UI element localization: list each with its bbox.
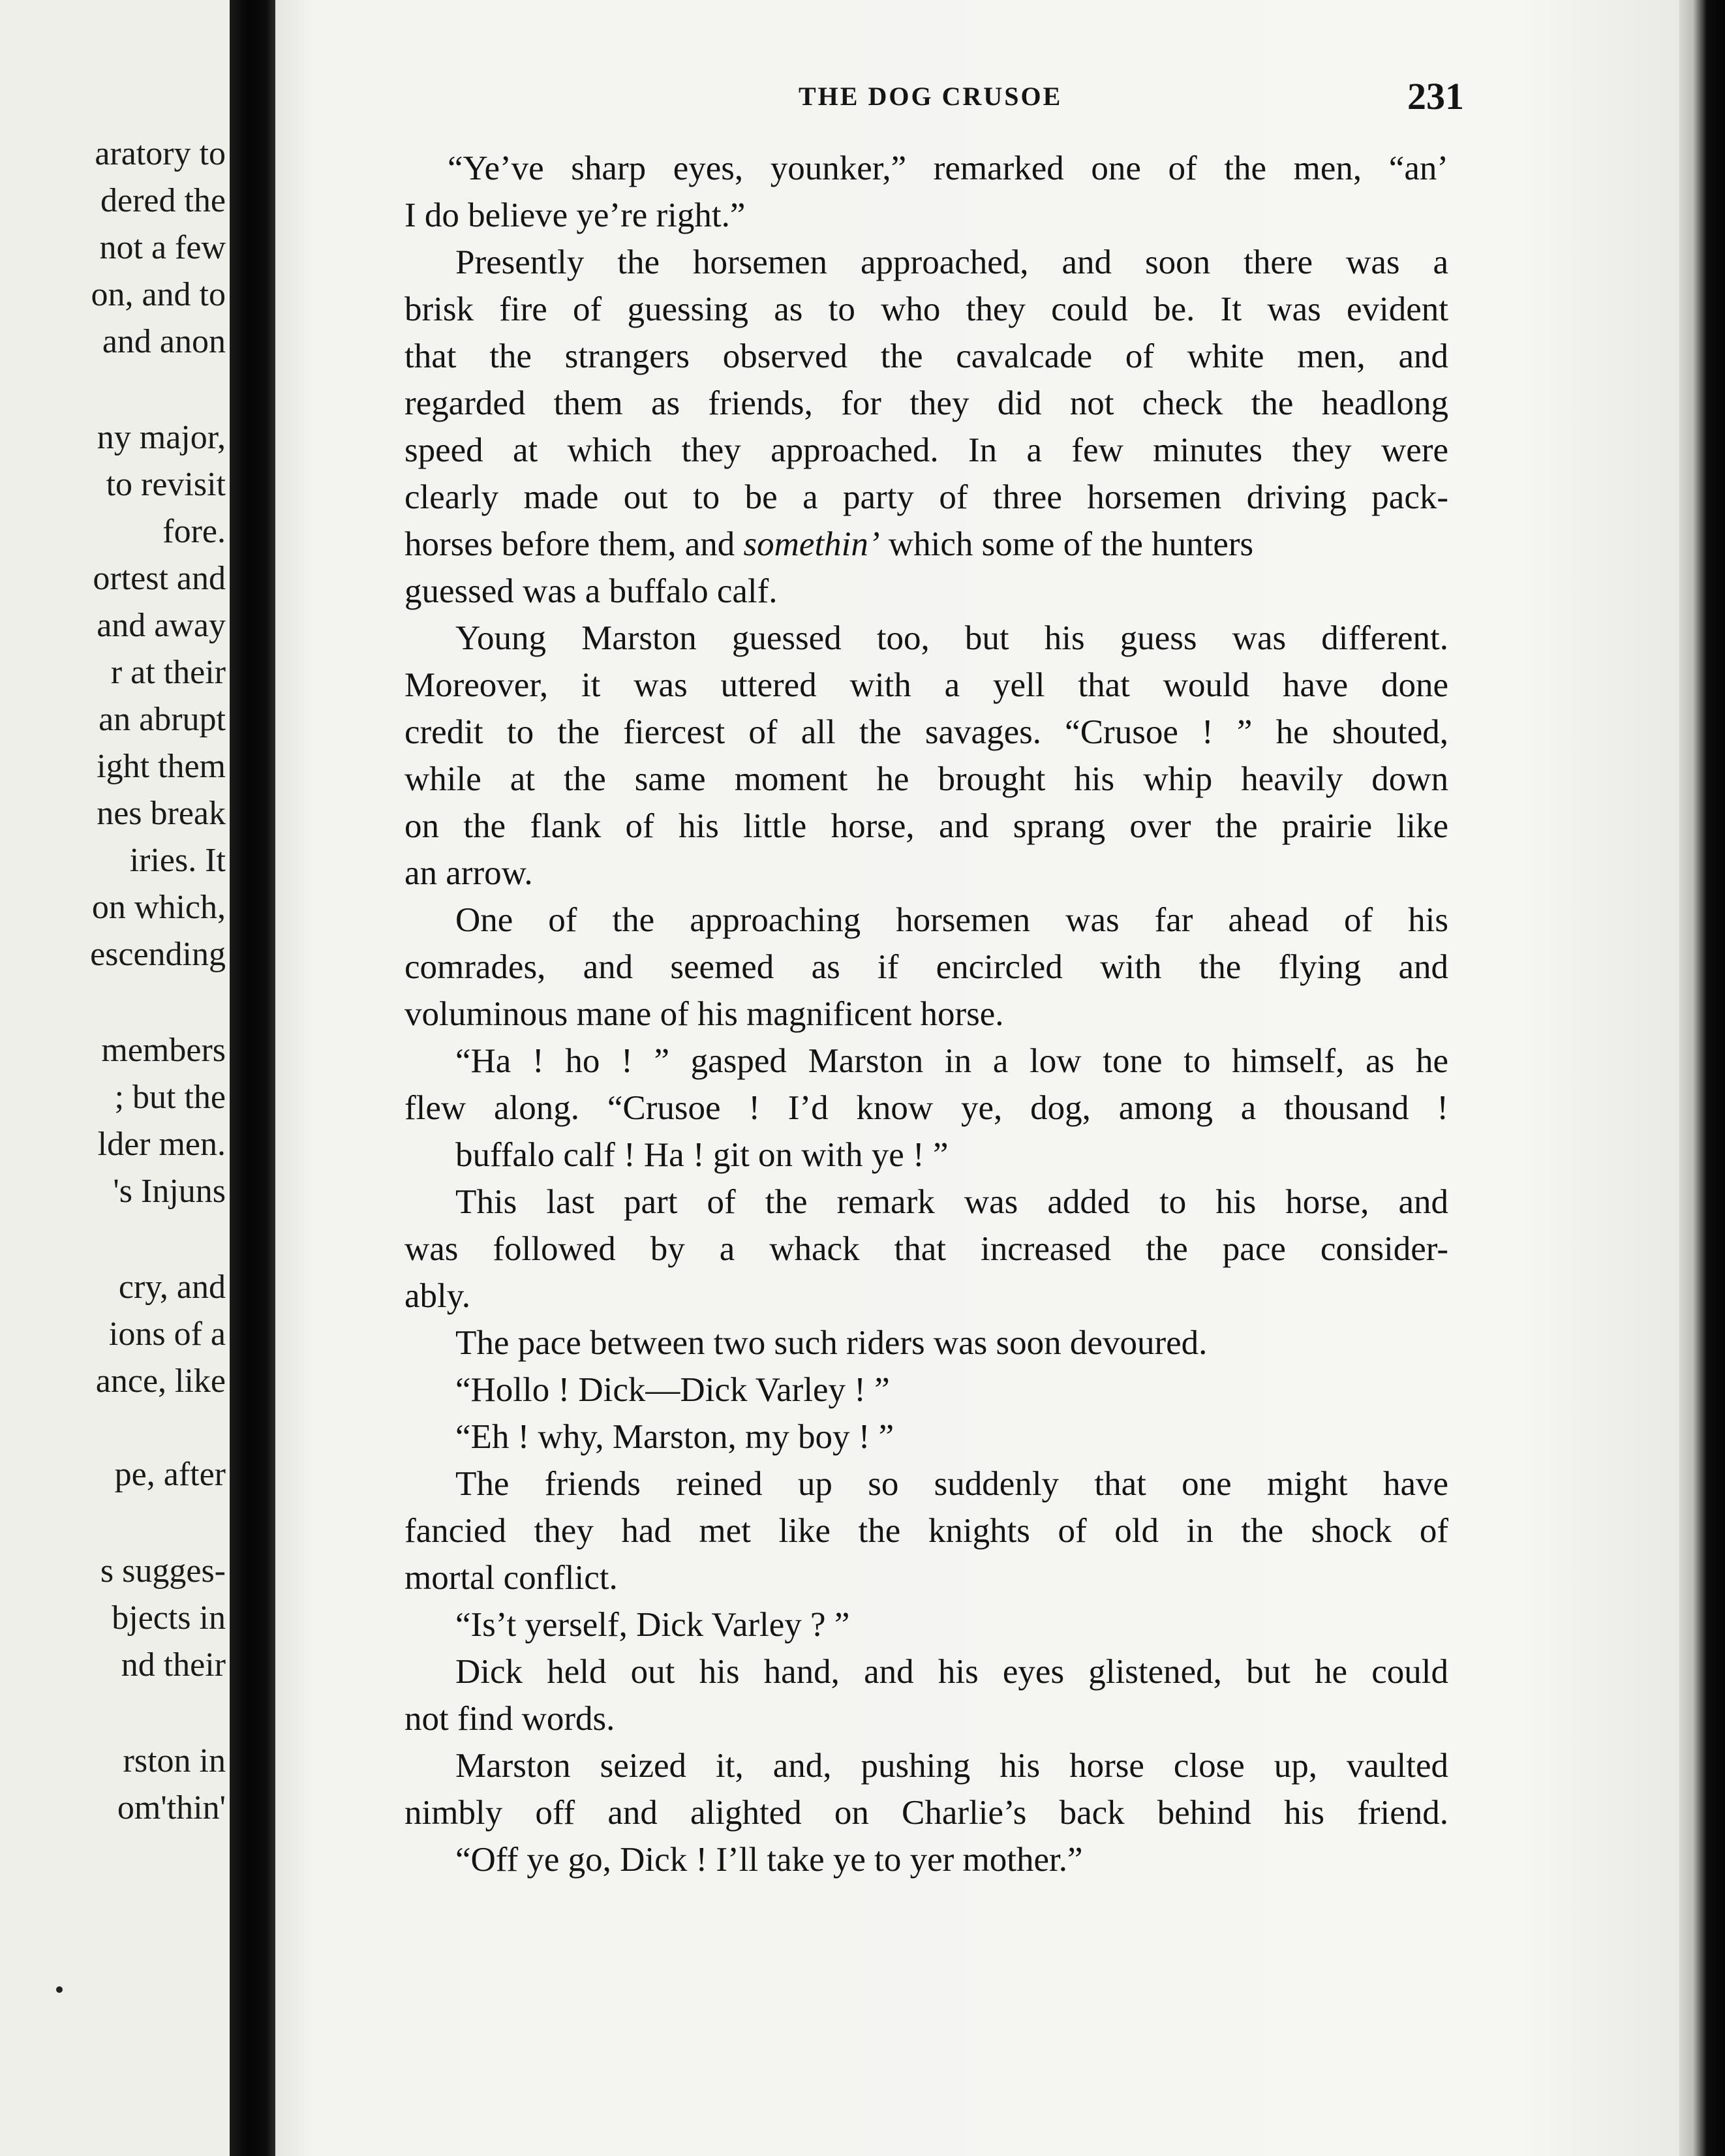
text-line: This last part of the remark was added to his horse, and bbox=[455, 1183, 1448, 1221]
left-page-line: ight them bbox=[97, 748, 226, 785]
text-line: nimbly off and alighted on Charlie’s back behind his friend. bbox=[405, 1794, 1448, 1832]
text-line: “Eh ! why, Marston, my boy ! ” bbox=[455, 1418, 894, 1456]
text-line: “Is’t yerself, Dick Varley ? ” bbox=[455, 1606, 850, 1644]
left-page-line: and away bbox=[97, 607, 226, 644]
scan-edge bbox=[1679, 0, 1725, 2156]
book-spine bbox=[230, 0, 275, 2156]
text-line-with-italic bbox=[405, 521, 1448, 568]
text-span: which some of the hunters bbox=[888, 525, 1254, 563]
text-line: comrades, and seemed as if encircled with the flying and bbox=[405, 948, 1448, 986]
text-line: flew along. “Crusoe ! I’d know ye, dog, among a thousand ! bbox=[405, 1089, 1448, 1127]
left-page-line: to revisit bbox=[106, 466, 226, 503]
left-page-line: dered the bbox=[100, 182, 226, 219]
left-page-line: ortest and bbox=[93, 560, 226, 597]
left-page-line: om'thin' bbox=[117, 1789, 226, 1826]
left-page-line: pe, after bbox=[114, 1456, 226, 1493]
left-page-line: on, and to bbox=[91, 276, 226, 313]
left-page-line: 's Injuns bbox=[113, 1173, 226, 1210]
left-page-line: nd their bbox=[121, 1646, 226, 1684]
text-line: speed at which they approached. In a few minutes they were bbox=[405, 431, 1448, 469]
text-line: “Ha ! ho ! ” gasped Marston in a low tone to himself, as he bbox=[455, 1042, 1448, 1080]
left-page-line: s sugges- bbox=[100, 1552, 226, 1590]
text-line: fancied they had met like the knights of old in the shock of bbox=[405, 1512, 1448, 1550]
text-line: clearly made out to be a party of three horsemen driving pack- bbox=[405, 478, 1448, 516]
text-line: “Off ye go, Dick ! I’ll take ye to yer mother.” bbox=[455, 1841, 1083, 1879]
left-page-line: r at their bbox=[110, 654, 226, 691]
left-page-line: nes break bbox=[97, 795, 226, 832]
text-line: One of the approaching horsemen was far ahead of his bbox=[455, 901, 1448, 939]
text-line: brisk fire of guessing as to who they could be. It was evident bbox=[405, 290, 1448, 328]
text-line: The friends reined up so suddenly that one might have bbox=[455, 1465, 1448, 1503]
left-page-line: and anon bbox=[102, 323, 226, 360]
left-page-line: on which, bbox=[91, 889, 226, 926]
text-line: on the flank of his little horse, and sprang over the prairie like bbox=[405, 807, 1448, 845]
left-page-line: ance, like bbox=[95, 1363, 226, 1400]
text-line: “Ye’ve sharp eyes, younker,” remarked one of the men, “an’ bbox=[448, 149, 1448, 187]
text-line: mortal conflict. bbox=[405, 1559, 618, 1597]
text-span: horses before them, and bbox=[405, 525, 735, 563]
left-page-line: ; but the bbox=[114, 1079, 226, 1116]
text-line: credit to the fiercest of all the savages. “Crusoe ! ” he shouted, bbox=[405, 713, 1448, 751]
text-line: voluminous mane of his magnificent horse. bbox=[405, 995, 1004, 1033]
text-line: while at the same moment he brought his whip heavily down bbox=[405, 760, 1448, 798]
page-number: 231 bbox=[1407, 75, 1464, 117]
text-line: guessed was a buffalo calf. bbox=[405, 572, 778, 610]
text-line: Presently the horsemen approached, and soon there was a bbox=[455, 243, 1448, 281]
left-page-line: aratory to bbox=[95, 135, 226, 172]
right-page bbox=[275, 0, 1679, 2156]
left-page-line: an abrupt bbox=[99, 701, 226, 738]
text-line: “Hollo ! Dick—Dick Varley ! ” bbox=[455, 1371, 890, 1409]
left-page-line: ions of a bbox=[108, 1316, 226, 1353]
left-page bbox=[0, 0, 230, 2156]
ink-speck bbox=[56, 1986, 63, 1993]
left-page-line: iries. It bbox=[129, 842, 226, 879]
text-line: regarded them as friends, for they did not check the headlong bbox=[405, 384, 1448, 422]
left-page-line: fore. bbox=[162, 513, 226, 550]
left-page-line: escending bbox=[90, 936, 226, 973]
text-line: not find words. bbox=[405, 1700, 615, 1738]
running-head bbox=[275, 75, 1679, 133]
text-line: Marston seized it, and, pushing his horse close up, vaulted bbox=[455, 1747, 1448, 1785]
text-line: that the strangers observed the cavalcade of white men, and bbox=[405, 337, 1448, 375]
text-line: The pace between two such riders was soon devoured. bbox=[455, 1324, 1208, 1362]
left-page-line: lder men. bbox=[97, 1126, 226, 1163]
text-line: was followed by a whack that increased the pace consider- bbox=[405, 1230, 1448, 1268]
text-line: buffalo calf ! Ha ! git on with ye ! ” bbox=[455, 1136, 949, 1174]
italic-word: somethin’ bbox=[743, 525, 880, 563]
left-page-line: rston in bbox=[123, 1742, 226, 1779]
left-page-line: members bbox=[101, 1032, 226, 1069]
text-line: Young Marston guessed too, but his guess was different. bbox=[455, 619, 1448, 657]
left-page-line: bjects in bbox=[112, 1599, 226, 1637]
text-line: ably. bbox=[405, 1277, 471, 1315]
text-line: I do believe ye’re right.” bbox=[405, 196, 746, 234]
text-line: Moreover, it was uttered with a yell that would have done bbox=[405, 666, 1448, 704]
left-page-line: cry, and bbox=[118, 1269, 226, 1306]
text-line: Dick held out his hand, and his eyes glistened, but he could bbox=[455, 1653, 1448, 1691]
left-page-line: ny major, bbox=[97, 419, 226, 456]
left-page-line: not a few bbox=[99, 229, 226, 266]
running-title: THE DOG CRUSOE bbox=[799, 82, 1063, 111]
text-line: an arrow. bbox=[405, 854, 533, 892]
